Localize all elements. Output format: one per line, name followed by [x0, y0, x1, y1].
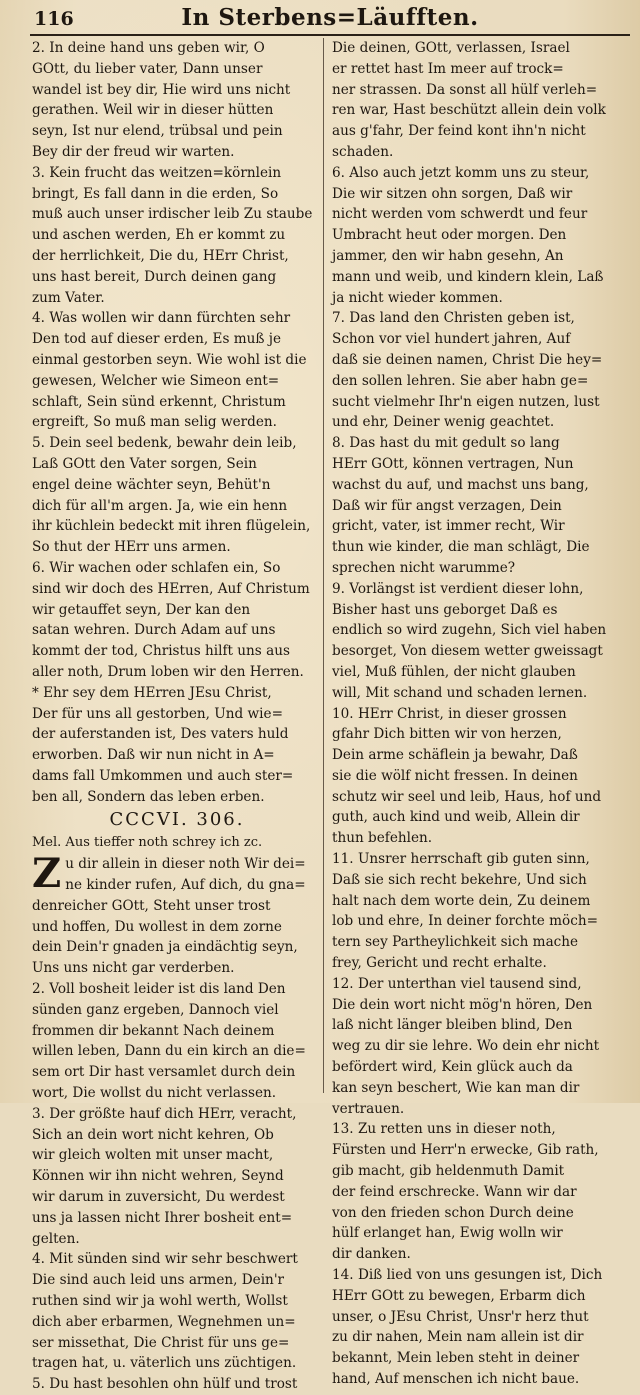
text-line: thun wie kinder, die man schlägt, Die	[332, 539, 590, 556]
hymn-text-line: Können wir ihn nicht wehren, Seynd	[32, 1168, 284, 1185]
text-line: zum Vater.	[32, 289, 105, 306]
text-line: uns hast bereit, Durch deinen gang	[32, 268, 277, 285]
text-line: 5. Dein seel bedenk, bewahr dein leib,	[32, 435, 297, 452]
text-line: nicht werden vom schwerdt und feur	[332, 206, 588, 223]
text-line: den sollen lehren. Sie aber habn ge=	[332, 372, 589, 389]
hymn-text-line: sem ort Dir hast versamlet durch dein	[32, 1064, 296, 1081]
text-line: ben all, Sondern das leben erben.	[32, 788, 265, 805]
text-line: wandel ist bey dir, Hie wird uns nicht	[32, 81, 291, 98]
text-line: 7. Das land den Christen geben ist,	[332, 310, 575, 327]
text-line: seyn, Ist nur elend, trübsal und pein	[32, 123, 283, 140]
text-line: sucht vielmehr Ihr'n eigen nutzen, lust	[332, 393, 600, 410]
hymn-text-line: und hoffen, Du wollest in dem zorne	[32, 918, 282, 935]
text-line: Fürsten und Herr'n erwecke, Gib rath,	[332, 1142, 599, 1159]
text-line: sprechen nicht warumme?	[332, 559, 516, 576]
hymn-text-line: tragen hat, u. väterlich uns züchtigen.	[32, 1355, 297, 1372]
text-line: ja nicht wieder kommen.	[332, 289, 503, 306]
text-line: So thut der HErr uns armen.	[32, 539, 231, 556]
text-line: erworben. Daß wir nun nicht in A=	[32, 747, 275, 764]
text-line: 6. Wir wachen oder schlafen ein, So	[32, 559, 281, 576]
text-line: 6. Also auch jetzt komm uns zu steur,	[332, 164, 590, 181]
hymn-text-line: ne kinder rufen, Auf dich, du gna=	[65, 877, 306, 894]
text-line: vertrauen.	[332, 1100, 405, 1117]
text-line: GOtt, du lieber vater, Dann unser	[32, 60, 263, 77]
text-line: aller noth, Drum loben wir den Herren.	[32, 663, 304, 680]
hymn-text-line: frommen dir bekannt Nach deinem	[32, 1022, 275, 1039]
text-line: gricht, vater, ist immer recht, Wir	[332, 518, 565, 535]
text-line: und aschen werden, Eh er kommt zu	[32, 227, 286, 244]
hymn-text-line: ruthen sind wir ja wohl werth, Wollst	[32, 1293, 288, 1310]
hymn-text-line: u dir allein in dieser noth Wir dei=	[65, 856, 306, 873]
text-line: kommt der tod, Christus hilft uns aus	[32, 643, 290, 660]
text-line: HErr GOtt zu bewegen, Erbarm dich	[332, 1287, 586, 1304]
text-line: sind wir doch des HErren, Auf Christum	[32, 580, 310, 597]
hymn-heading: CCCVI. 306.	[109, 809, 245, 831]
hymn-text-line: Die sind auch leid uns armen, Dein'r	[32, 1272, 285, 1289]
text-line: HErr GOtt, können vertragen, Nun	[332, 455, 574, 472]
text-line: satan wehren. Durch Adam auf uns	[32, 622, 276, 639]
text-line: Die dein wort nicht mög'n hören, Den	[332, 996, 593, 1013]
text-line: viel, Muß fühlen, der nicht glauben	[332, 663, 576, 680]
text-line: tern sey Partheylichkeit sich mache	[332, 934, 579, 951]
hymn-melody-note: Mel. Aus tieffer noth schrey ich zc.	[32, 835, 263, 851]
text-line: Bisher hast uns geborget Daß es	[332, 601, 558, 618]
text-line: schaden.	[332, 143, 394, 160]
text-line: der feind erschrecke. Wann wir dar	[332, 1183, 577, 1200]
text-line: ner strassen. Da sonst all hülf verleh=	[332, 81, 598, 98]
text-line: 13. Zu retten uns in dieser noth,	[332, 1121, 556, 1138]
text-line: 10. HErr Christ, in dieser grossen	[332, 705, 567, 722]
text-line: wachst du auf, und machst uns bang,	[332, 476, 589, 493]
header-rule	[30, 34, 630, 36]
text-line: gib macht, gib heldenmuth Damit	[332, 1163, 565, 1180]
hymn-text-line: 2. Voll bosheit leider ist dis land Den	[32, 981, 286, 998]
hymn-text-line: Uns uns nicht gar verderben.	[32, 960, 235, 977]
text-line: dir danken.	[332, 1246, 411, 1263]
text-line: 4. Was wollen wir dann fürchten sehr	[32, 310, 291, 327]
text-line: 3. Kein frucht das weitzen=körnlein	[32, 164, 282, 181]
text-line: muß auch unser irdischer leib Zu staube	[32, 206, 313, 223]
page-header	[30, 2, 630, 32]
text-line: einmal gestorben seyn. Wie wohl ist die	[32, 351, 307, 368]
page-number: 116	[34, 8, 74, 30]
text-line: * Ehr sey dem HErren JEsu Christ,	[32, 684, 272, 701]
hymn-text-line: dein Dein'r gnaden ja eindächtig seyn,	[32, 939, 298, 956]
text-line: von den frieden schon Durch deine	[332, 1204, 574, 1221]
text-line: er rettet hast Im meer auf trock=	[332, 60, 564, 77]
text-line: thun befehlen.	[332, 830, 433, 847]
text-line: der auferstanden ist, Des vaters huld	[32, 726, 289, 743]
left-column-text	[32, 38, 322, 807]
hymn-text-line: 4. Mit sünden sind wir sehr beschwert	[32, 1251, 298, 1268]
text-line: 2. In deine hand uns geben wir, O	[32, 40, 265, 56]
text-line: lob und ehre, In deiner forchte möch=	[332, 913, 598, 930]
hymn-text-line: Sich an dein wort nicht kehren, Ob	[32, 1126, 274, 1143]
text-line: kan seyn beschert, Wie kan man dir	[332, 1079, 580, 1096]
text-line: frey, Gericht und recht erhalte.	[332, 955, 547, 972]
text-line: dich für all'm argen. Ja, wie ein henn	[32, 497, 288, 514]
text-line: Dein arme schäflein ja bewahr, Daß	[332, 747, 578, 764]
text-line: guth, auch kind und weib, Allein dir	[332, 809, 580, 826]
text-line: schutz wir seel und leib, Haus, hof und	[332, 788, 602, 805]
text-line: 9. Vorlängst ist verdient dieser lohn,	[332, 580, 584, 597]
text-line: 8. Das hast du mit gedult so lang	[332, 435, 560, 452]
text-line: Schon vor viel hundert jahren, Auf	[332, 331, 571, 348]
left-column	[32, 38, 322, 1393]
hymn-text-line: gelten.	[32, 1230, 80, 1247]
text-line: halt nach dem worte dein, Zu deinem	[332, 892, 591, 909]
text-line: hand, Auf menschen ich nicht baue.	[332, 1371, 580, 1387]
hymn-text-line: wir darum in zuversicht, Du werdest	[32, 1189, 285, 1206]
text-line: Die deinen, GOtt, verlassen, Israel	[332, 40, 570, 56]
text-line: der herrlichkeit, Die du, HErr Christ,	[32, 247, 289, 264]
text-line: laß nicht länger bleiben blind, Den	[332, 1017, 573, 1034]
text-line: wir getauffet seyn, Der kan den	[32, 601, 251, 618]
text-line: bringt, Es fall dann in die erden, So	[32, 185, 279, 202]
text-line: und ehr, Deiner wenig geachtet.	[332, 414, 555, 431]
text-line: jammer, den wir habn gesehn, An	[332, 247, 564, 264]
text-line: Laß GOtt den Vater sorgen, Sein	[32, 455, 257, 472]
hymn-text	[32, 850, 322, 1395]
text-line: Der für uns all gestorben, Und wie=	[32, 705, 283, 722]
text-line: sie die wölf nicht fressen. In deinen	[332, 767, 578, 784]
text-line: Umbracht heut oder morgen. Den	[332, 227, 567, 244]
text-line: Den tod auf dieser erden, Es muß je	[32, 331, 282, 348]
text-line: daß sie deinen namen, Christ Die hey=	[332, 351, 603, 368]
text-line: ihr küchlein bedeckt mit ihren flügelein,	[32, 518, 311, 535]
hymn-text-line: wir gleich wolten mit unser macht,	[32, 1147, 274, 1164]
drop-capital: Z	[32, 850, 62, 898]
hymn-text-line: dich aber erbarmen, Wegnehmen un=	[32, 1313, 296, 1330]
text-line: will, Mit schand und schaden lernen.	[332, 684, 588, 701]
text-line: befördert wird, Kein glück auch da	[332, 1059, 573, 1076]
text-line: aus g'fahr, Der feind kont ihn'n nicht	[332, 123, 586, 140]
text-line: endlich so wird zugehn, Sich viel haben	[332, 622, 607, 639]
text-line: unser, o JEsu Christ, Unsr'r herz thut	[332, 1308, 589, 1325]
right-column-text	[332, 38, 622, 1390]
hymn-text-line: ser missethat, Die Christ für uns ge=	[32, 1334, 290, 1351]
text-line: gerathen. Weil wir in dieser hütten	[32, 102, 274, 119]
hymn-text-line: willen leben, Dann du ein kirch an die=	[32, 1043, 306, 1060]
text-line: zu dir nahen, Mein nam allein ist dir	[332, 1329, 584, 1346]
hymn-text-line: uns ja lassen nicht Ihrer bosheit ent=	[32, 1209, 293, 1226]
text-line: 12. Der unterthan viel tausend sind,	[332, 975, 582, 992]
hymn-text-line: denreicher GOtt, Steht unser trost	[32, 897, 271, 914]
text-line: ren war, Hast beschützt allein dein volk	[332, 102, 606, 119]
text-line: bekannt, Mein leben steht in deiner	[332, 1350, 580, 1367]
text-line: weg zu dir sie lehre. Wo dein ehr nicht	[332, 1038, 600, 1055]
text-line: mann und weib, und kindern klein, Laß	[332, 268, 604, 285]
text-line: Bey dir der freud wir warten.	[32, 143, 235, 160]
text-line: besorget, Von diesem wetter gweissagt	[332, 643, 603, 660]
text-line: 11. Unsrer herrschaft gib guten sinn,	[332, 851, 590, 868]
hymn-text-line: sünden ganz ergeben, Dannoch viel	[32, 1001, 279, 1018]
text-line: engel deine wächter seyn, Behüt'n	[32, 476, 271, 493]
text-line: Die wir sitzen ohn sorgen, Daß wir	[332, 185, 573, 202]
text-line: Daß sie sich recht bekehre, Und sich	[332, 871, 587, 888]
right-column	[332, 38, 622, 1387]
text-line: gfahr Dich bitten wir von herzen,	[332, 726, 562, 743]
text-line: dams fall Umkommen und auch ster=	[32, 767, 294, 784]
hymn-text-line: wort, Die wollst du nicht verlassen.	[32, 1085, 277, 1102]
text-line: schlaft, Sein sünd erkennt, Christum	[32, 393, 286, 410]
column-divider	[323, 38, 324, 1093]
running-title: In Sterbens=Läufften.	[181, 4, 479, 31]
hymn-text-line: 3. Der größte hauf dich HErr, veracht,	[32, 1105, 297, 1122]
text-line: ergreift, So muß man selig werden.	[32, 414, 277, 431]
text-line: 14. Diß lied von uns gesungen ist, Dich	[332, 1267, 603, 1284]
text-line: Daß wir für angst verzagen, Dein	[332, 497, 562, 514]
hymn-text-line: 5. Du hast besohlen ohn hülf und trost	[32, 1376, 298, 1393]
text-line: hülf erlanget han, Ewig wolln wir	[332, 1225, 563, 1242]
text-line: gewesen, Welcher wie Simeon ent=	[32, 372, 280, 389]
